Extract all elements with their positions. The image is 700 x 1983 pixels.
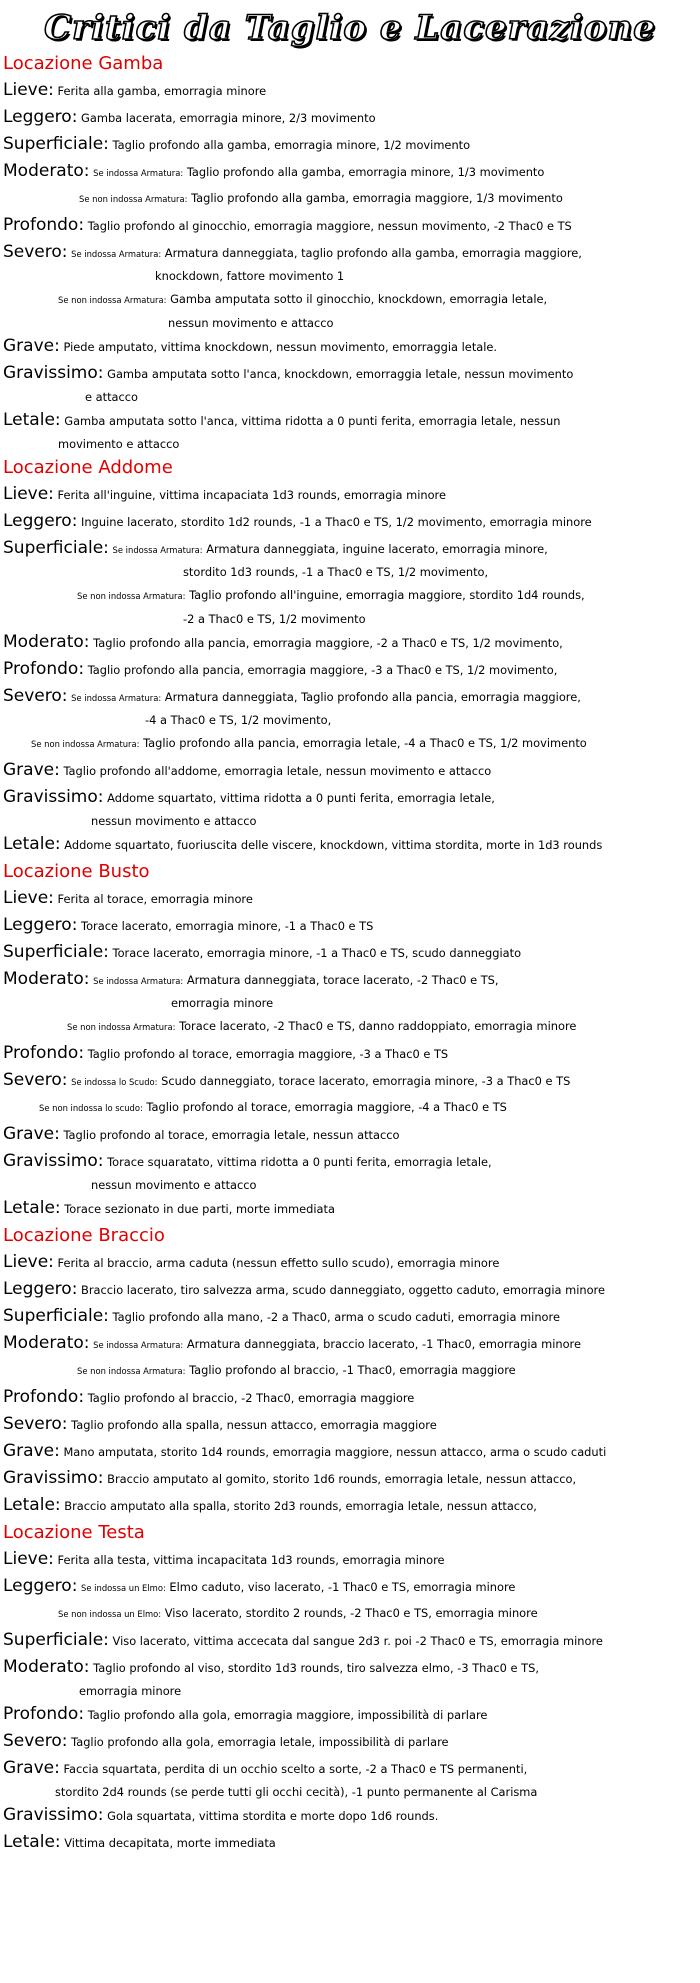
effect-text: Taglio profondo alla gamba, emorragia maggiore, 1/3 movimento <box>191 191 563 205</box>
entry-grave <box>0 333 700 360</box>
entry-row <box>0 1195 700 1222</box>
effect-text: Taglio profondo al torace, emorragia letale, nessun attacco <box>63 1128 400 1142</box>
effect-text: Scudo danneggiato, torace lacerato, emorragia minore, -3 a Thac0 e TS <box>161 1074 571 1088</box>
entry-row <box>0 1040 700 1067</box>
entry-moderato <box>0 629 700 656</box>
entry-leggero <box>0 508 700 535</box>
effect-text: Taglio profondo al torace, emorragia maggiore, -4 a Thac0 e TS <box>146 1100 507 1114</box>
entry-row <box>0 757 700 784</box>
effect-text: Taglio profondo al viso, stordito 1d3 rounds, tiro salvezza elmo, -3 Thac0 e TS, <box>93 1661 539 1675</box>
effect-text: stordito 2d4 rounds (se perde tutti gli occhi cecità), -1 punto permanente al Carisma <box>55 1785 538 1799</box>
entry-superficiale <box>0 1303 700 1330</box>
entry-row <box>0 360 700 387</box>
severity-label: Lieve: <box>3 80 54 100</box>
severity-label: Superficiale: <box>3 942 109 962</box>
entry-row <box>0 1546 700 1573</box>
severity-label: Lieve: <box>3 1252 54 1272</box>
condition-note: Se indossa Armatura: <box>93 1340 184 1350</box>
effect-text: Armatura danneggiata, inguine lacerato, emorragia minore, <box>206 542 548 556</box>
effect-text: Taglio profondo alla pancia, emorragia maggiore, -3 a Thac0 e TS, 1/2 movimento, <box>87 663 558 677</box>
entry-row <box>0 939 700 966</box>
severity-label: Superficiale: <box>3 134 109 154</box>
document <box>0 6 700 1983</box>
entry-severo <box>0 1411 700 1438</box>
section-locazione-gamba <box>0 50 700 454</box>
effect-text: Ferita alla testa, vittima incapacitata 1d3 rounds, emorragia minore <box>57 1553 445 1567</box>
entry-profondo <box>0 1040 700 1067</box>
section-heading: Locazione Braccio <box>3 1225 165 1246</box>
severity-label: Moderato: <box>3 969 90 989</box>
effect-text: Armatura danneggiata, Taglio profondo alla pancia, emorragia maggiore, <box>164 690 581 704</box>
entry-row <box>0 1276 700 1303</box>
condition-note: Se non indossa Armatura: <box>58 295 167 305</box>
entry-row-continued <box>0 710 700 730</box>
effect-text: Torace squaratato, vittima ridotta a 0 punti ferita, emorragia letale, <box>107 1155 492 1169</box>
effect-text: Ferita al torace, emorragia minore <box>57 892 253 906</box>
entry-row <box>0 1492 700 1519</box>
section-heading: Locazione Addome <box>3 457 173 478</box>
effect-text: Vittima decapitata, morte immediata <box>64 1836 276 1850</box>
section-locazione-busto <box>0 858 700 1222</box>
entry-leggero <box>0 1276 700 1303</box>
effect-text: -2 a Thac0 e TS, 1/2 movimento <box>183 612 366 626</box>
severity-label: Gravissimo: <box>3 363 104 383</box>
effect-text: Faccia squartata, perdita di un occhio scelto a sorte, -2 a Thac0 e TS permanenti, <box>63 1762 528 1776</box>
condition-note: Se indossa Armatura: <box>71 693 162 703</box>
effect-text: Armatura danneggiata, braccio lacerato, -1 Thac0, emorragia minore <box>186 1337 582 1351</box>
severity-label: Severo: <box>3 1731 68 1751</box>
severity-label: Superficiale: <box>3 538 109 558</box>
entry-row <box>0 333 700 360</box>
severity-label: Severo: <box>3 1414 68 1434</box>
condition-note: Se indossa Armatura: <box>112 545 203 555</box>
entry-row-continued <box>0 811 700 831</box>
entry-moderato <box>0 1654 700 1701</box>
entry-row <box>0 1465 700 1492</box>
entry-letale <box>0 1195 700 1222</box>
effect-text: e attacco <box>85 390 139 404</box>
condition-note: Se non indossa Armatura: <box>67 1022 176 1032</box>
effect-text: Piede amputato, vittima knockdown, nessun movimento, emorraggia letale. <box>63 340 498 354</box>
effect-text: Taglio profondo alla gola, emorragia letale, impossibilità di parlare <box>71 1735 449 1749</box>
entry-row <box>0 1330 700 1357</box>
entry-row-continued <box>0 1681 700 1701</box>
entry-lieve <box>0 1546 700 1573</box>
condition-note: Se non indossa Armatura: <box>77 1366 186 1376</box>
effect-text: Taglio profondo all'inguine, emorragia maggiore, stordito 1d4 rounds, <box>189 588 585 602</box>
effect-text: Taglio profondo alla pancia, emorragia letale, -4 a Thac0 e TS, 1/2 movimento <box>143 736 587 750</box>
section-locazione-testa <box>0 1519 700 1856</box>
entry-row <box>0 1303 700 1330</box>
entry-row <box>0 629 700 656</box>
entry-row-continued <box>0 1357 700 1384</box>
entry-lieve <box>0 77 700 104</box>
effect-text: Armatura danneggiata, taglio profondo alla gamba, emorragia maggiore, <box>164 246 582 260</box>
effect-text: Torace lacerato, emorragia minore, -1 a Thac0 e TS, scudo danneggiato <box>112 946 522 960</box>
severity-label: Lieve: <box>3 888 54 908</box>
entry-row <box>0 1411 700 1438</box>
sections-container <box>0 50 700 1856</box>
condition-note: Se non indossa Armatura: <box>77 591 186 601</box>
effect-text: Elmo caduto, viso lacerato, -1 Thac0 e TS, emorragia minore <box>169 1580 516 1594</box>
entry-row <box>0 784 700 811</box>
entry-row <box>0 1627 700 1654</box>
entry-severo <box>0 239 700 333</box>
entry-profondo <box>0 656 700 683</box>
entry-row-continued <box>0 1782 700 1802</box>
severity-label: Moderato: <box>3 1657 90 1677</box>
entry-row <box>0 1249 700 1276</box>
entry-row <box>0 1438 700 1465</box>
effect-text: -4 a Thac0 e TS, 1/2 movimento, <box>145 713 332 727</box>
severity-label: Leggero: <box>3 107 78 127</box>
effect-text: knockdown, fattore movimento 1 <box>155 269 345 283</box>
effect-text: Gamba amputata sotto il ginocchio, knockdown, emorragia letale, <box>170 292 548 306</box>
entry-row <box>0 1384 700 1411</box>
severity-label: Superficiale: <box>3 1306 109 1326</box>
entry-row-continued <box>0 562 700 582</box>
severity-label: Letale: <box>3 834 61 854</box>
entry-letale <box>0 1829 700 1856</box>
entry-row-continued <box>0 582 700 609</box>
severity-label: Profondo: <box>3 1387 85 1407</box>
entry-row-continued <box>0 387 700 407</box>
effect-text: Taglio profondo al braccio, -1 Thac0, emorragia maggiore <box>189 1363 516 1377</box>
entry-row <box>0 1654 700 1681</box>
entry-row <box>0 1121 700 1148</box>
effect-text: Addome squartato, fuoriuscita delle viscere, knockdown, vittima stordita, morte in 1d3 rounds <box>64 838 603 852</box>
entry-grave <box>0 1438 700 1465</box>
condition-note: Se indossa lo Scudo: <box>71 1077 158 1087</box>
entry-severo <box>0 1067 700 1121</box>
severity-label: Lieve: <box>3 1549 54 1569</box>
effect-text: Taglio profondo alla spalla, nessun attacco, emorragia maggiore <box>71 1418 437 1432</box>
entry-row <box>0 831 700 858</box>
effect-text: nessun movimento e attacco <box>91 814 257 828</box>
severity-label: Grave: <box>3 1441 60 1461</box>
entry-row <box>0 912 700 939</box>
entry-row <box>0 1148 700 1175</box>
section-locazione-addome <box>0 454 700 858</box>
effect-text: Armatura danneggiata, torace lacerato, -2 Thac0 e TS, <box>186 973 499 987</box>
condition-note: Se indossa Armatura: <box>93 168 184 178</box>
effect-text: Taglio profondo alla gola, emorragia maggiore, impossibilità di parlare <box>87 1708 488 1722</box>
severity-label: Profondo: <box>3 1043 85 1063</box>
entry-gravissimo <box>0 360 700 407</box>
entry-row <box>0 131 700 158</box>
entry-row-continued <box>0 1600 700 1627</box>
entry-row <box>0 77 700 104</box>
effect-text: Torace lacerato, emorragia minore, -1 a Thac0 e TS <box>81 919 374 933</box>
effect-text: stordito 1d3 rounds, -1 a Thac0 e TS, 1/2 movimento, <box>183 565 489 579</box>
section-locazione-braccio <box>0 1222 700 1519</box>
severity-label: Leggero: <box>3 1279 78 1299</box>
condition-note: Se indossa Armatura: <box>93 976 184 986</box>
entry-grave <box>0 1755 700 1802</box>
entry-moderato <box>0 1330 700 1384</box>
entry-row-continued <box>0 1013 700 1040</box>
entry-gravissimo <box>0 1802 700 1829</box>
effect-text: Gamba lacerata, emorragia minore, 2/3 movimento <box>81 111 376 125</box>
effect-text: Taglio profondo al braccio, -2 Thac0, emorragia maggiore <box>87 1391 415 1405</box>
entry-row-continued <box>0 434 700 454</box>
entry-row-continued <box>0 730 700 757</box>
severity-label: Gravissimo: <box>3 1805 104 1825</box>
entry-row-continued <box>0 266 700 286</box>
section-heading: Locazione Testa <box>3 1522 145 1543</box>
severity-label: Severo: <box>3 1070 68 1090</box>
effect-text: Taglio profondo alla mano, -2 a Thac0, arma o scudo caduti, emorragia minore <box>112 1310 560 1324</box>
entry-letale <box>0 407 700 454</box>
entry-superficiale <box>0 1627 700 1654</box>
entry-row-continued <box>0 286 700 313</box>
entry-moderato <box>0 158 700 212</box>
entry-row <box>0 656 700 683</box>
effect-text: Viso lacerato, vittima accecata dal sangue 2d3 r. poi -2 Thac0 e TS, emorragia minore <box>112 1634 603 1648</box>
entry-profondo <box>0 1384 700 1411</box>
entry-row-continued <box>0 313 700 333</box>
entry-lieve <box>0 885 700 912</box>
severity-label: Grave: <box>3 760 60 780</box>
section-heading: Locazione Busto <box>3 861 150 882</box>
entry-superficiale <box>0 131 700 158</box>
entry-gravissimo <box>0 1465 700 1492</box>
severity-label: Moderato: <box>3 1333 90 1353</box>
severity-label: Profondo: <box>3 215 85 235</box>
severity-label: Letale: <box>3 1495 61 1515</box>
condition-note: Se non indossa Armatura: <box>79 194 188 204</box>
effect-text: nessun movimento e attacco <box>168 316 334 330</box>
effect-text: Taglio profondo alla gamba, emorragia minore, 1/3 movimento <box>186 165 545 179</box>
effect-text: Mano amputata, storito 1d4 rounds, emorragia maggiore, nessun attacco, arma o scudo caduti <box>63 1445 607 1459</box>
entry-lieve <box>0 1249 700 1276</box>
condition-note: Se indossa un Elmo: <box>81 1583 166 1593</box>
entry-row-continued <box>0 1175 700 1195</box>
severity-label: Grave: <box>3 1124 60 1144</box>
severity-label: Superficiale: <box>3 1630 109 1650</box>
severity-label: Gravissimo: <box>3 1468 104 1488</box>
effect-text: Braccio amputato alla spalla, storito 2d3 rounds, emorragia letale, nessun attacco, <box>64 1499 537 1513</box>
entry-row <box>0 104 700 131</box>
entry-gravissimo <box>0 784 700 831</box>
effect-text: nessun movimento e attacco <box>91 1178 257 1192</box>
severity-label: Leggero: <box>3 511 78 531</box>
entry-leggero <box>0 912 700 939</box>
entry-row-continued <box>0 185 700 212</box>
severity-label: Grave: <box>3 336 60 356</box>
entry-row <box>0 212 700 239</box>
entry-row <box>0 683 700 710</box>
entry-severo <box>0 1728 700 1755</box>
entry-row <box>0 239 700 266</box>
effect-text: Gamba amputata sotto l'anca, vittima ridotta a 0 punti ferita, emorragia letale, nessun <box>64 414 561 428</box>
severity-label: Letale: <box>3 1198 61 1218</box>
entry-superficiale <box>0 535 700 629</box>
condition-note: Se indossa Armatura: <box>71 249 162 259</box>
severity-label: Gravissimo: <box>3 1151 104 1171</box>
entry-row <box>0 535 700 562</box>
entry-letale <box>0 831 700 858</box>
severity-label: Severo: <box>3 686 68 706</box>
entry-row <box>0 1728 700 1755</box>
effect-text: Braccio lacerato, tiro salvezza arma, scudo danneggiato, oggetto caduto, emorragia minore <box>81 1283 605 1297</box>
entry-grave <box>0 757 700 784</box>
entry-leggero <box>0 1573 700 1627</box>
effect-text: Inguine lacerato, stordito 1d2 rounds, -1 a Thac0 e TS, 1/2 movimento, emorragia minore <box>81 515 592 529</box>
entry-row <box>0 407 700 434</box>
entry-row-continued <box>0 1094 700 1121</box>
page-title: Critici da Taglio e Lacerazione <box>44 8 656 48</box>
condition-note: Se non indossa Armatura: <box>31 739 140 749</box>
effect-text: Ferita al braccio, arma caduta (nessun effetto sullo scudo), emorragia minore <box>57 1256 500 1270</box>
severity-label: Leggero: <box>3 1576 78 1596</box>
entry-row <box>0 481 700 508</box>
effect-text: emorragia minore <box>171 996 274 1010</box>
entry-row <box>0 1802 700 1829</box>
entry-superficiale <box>0 939 700 966</box>
severity-label: Grave: <box>3 1758 60 1778</box>
section-heading: Locazione Gamba <box>3 53 164 74</box>
severity-label: Gravissimo: <box>3 787 104 807</box>
entry-profondo <box>0 1701 700 1728</box>
entry-row <box>0 1755 700 1782</box>
effect-text: Ferita all'inguine, vittima incapaciata 1d3 rounds, emorragia minore <box>57 488 446 502</box>
condition-note: Se non indossa un Elmo: <box>58 1609 162 1619</box>
entry-row <box>0 1701 700 1728</box>
entry-row <box>0 1829 700 1856</box>
effect-text: Torace lacerato, -2 Thac0 e TS, danno raddoppiato, emorragia minore <box>179 1019 577 1033</box>
entry-row <box>0 885 700 912</box>
effect-text: Torace sezionato in due parti, morte immediata <box>64 1202 335 1216</box>
entry-letale <box>0 1492 700 1519</box>
severity-label: Moderato: <box>3 632 90 652</box>
effect-text: Taglio profondo alla pancia, emorragia maggiore, -2 a Thac0 e TS, 1/2 movimento, <box>93 636 563 650</box>
severity-label: Lieve: <box>3 484 54 504</box>
entry-severo <box>0 683 700 757</box>
severity-label: Moderato: <box>3 161 90 181</box>
effect-text: Gamba amputata sotto l'anca, knockdown, emorraggia letale, nessun movimento <box>107 367 574 381</box>
severity-label: Profondo: <box>3 659 85 679</box>
effect-text: Viso lacerato, stordito 2 rounds, -2 Thac0 e TS, emorragia minore <box>164 1606 538 1620</box>
effect-text: emorragia minore <box>79 1684 182 1698</box>
entry-row-continued <box>0 609 700 629</box>
entry-leggero <box>0 104 700 131</box>
effect-text: Taglio profondo al torace, emorragia maggiore, -3 a Thac0 e TS <box>87 1047 449 1061</box>
severity-label: Severo: <box>3 242 68 262</box>
effect-text: Gola squartata, vittima stordita e morte dopo 1d6 rounds. <box>107 1809 439 1823</box>
entry-profondo <box>0 212 700 239</box>
entry-grave <box>0 1121 700 1148</box>
entry-gravissimo <box>0 1148 700 1195</box>
effect-text: Ferita alla gamba, emorragia minore <box>57 84 267 98</box>
effect-text: Braccio amputato al gomito, storito 1d6 rounds, emorragia letale, nessun attacco, <box>107 1472 577 1486</box>
entry-row-continued <box>0 993 700 1013</box>
severity-label: Profondo: <box>3 1704 85 1724</box>
condition-note: Se non indossa lo scudo: <box>39 1103 143 1113</box>
entry-row <box>0 158 700 185</box>
effect-text: Addome squartato, vittima ridotta a 0 punti ferita, emorragia letale, <box>107 791 495 805</box>
severity-label: Letale: <box>3 410 61 430</box>
entry-row <box>0 1573 700 1600</box>
effect-text: Taglio profondo al ginocchio, emorragia maggiore, nessun movimento, -2 Thac0 e TS <box>87 219 572 233</box>
effect-text: Taglio profondo alla gamba, emorragia minore, 1/2 movimento <box>112 138 471 152</box>
entry-row <box>0 508 700 535</box>
severity-label: Letale: <box>3 1832 61 1852</box>
entry-row <box>0 966 700 993</box>
entry-moderato <box>0 966 700 1040</box>
effect-text: Taglio profondo all'addome, emorragia letale, nessun movimento e attacco <box>63 764 492 778</box>
effect-text: movimento e attacco <box>58 437 180 451</box>
entry-lieve <box>0 481 700 508</box>
severity-label: Leggero: <box>3 915 78 935</box>
entry-row <box>0 1067 700 1094</box>
